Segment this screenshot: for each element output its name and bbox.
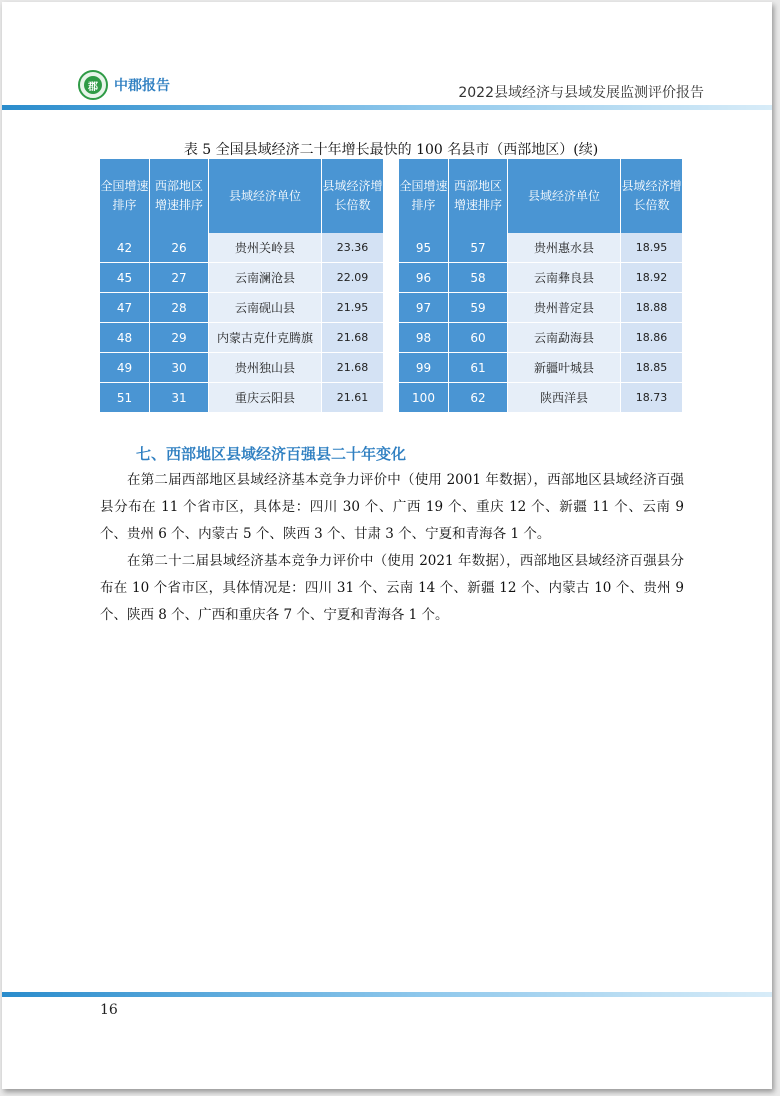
national-rank-cell: 51 bbox=[100, 383, 150, 413]
table-header-row bbox=[100, 159, 383, 233]
table-row bbox=[100, 263, 383, 293]
table-row bbox=[399, 263, 682, 293]
multiple-cell: 21.95 bbox=[322, 293, 384, 323]
multiple-cell: 21.61 bbox=[322, 383, 384, 413]
national-rank-cell: 97 bbox=[399, 293, 449, 323]
logo bbox=[78, 70, 170, 100]
table-row bbox=[100, 233, 383, 263]
national-rank-cell: 48 bbox=[100, 323, 150, 353]
multiple-cell: 18.73 bbox=[621, 383, 683, 413]
multiple-cell: 23.36 bbox=[322, 233, 384, 263]
regional-rank-cell: 62 bbox=[449, 383, 508, 413]
regional-rank-cell: 60 bbox=[449, 323, 508, 353]
table-left-body bbox=[100, 233, 383, 413]
table-row bbox=[399, 233, 682, 263]
footer-rule bbox=[2, 992, 772, 997]
regional-rank-cell: 29 bbox=[150, 323, 209, 353]
regional-rank-cell: 30 bbox=[150, 353, 209, 383]
header-rule bbox=[2, 105, 772, 110]
national-rank-cell: 42 bbox=[100, 233, 150, 263]
ranking-table bbox=[100, 159, 682, 413]
regional-rank-cell: 26 bbox=[150, 233, 209, 263]
national-rank-cell: 49 bbox=[100, 353, 150, 383]
table-row bbox=[399, 383, 682, 413]
multiple-cell: 21.68 bbox=[322, 353, 384, 383]
table-row bbox=[100, 323, 383, 353]
table-caption: 表 5 全国县域经济二十年增长最快的 100 名县市（西部地区）(续) bbox=[183, 142, 599, 158]
unit-cell: 贵州惠水县 bbox=[508, 233, 621, 263]
table-row bbox=[100, 353, 383, 383]
national-rank-cell: 96 bbox=[399, 263, 449, 293]
unit-cell: 陕西洋县 bbox=[508, 383, 621, 413]
table-header-row bbox=[399, 159, 682, 233]
header-regional-rank: 西部地区增速排序 bbox=[150, 159, 209, 233]
multiple-cell: 18.86 bbox=[621, 323, 683, 353]
logo-text: 中郡报告 bbox=[114, 78, 170, 94]
regional-rank-cell: 27 bbox=[150, 263, 209, 293]
section-heading: 七、西部地区县域经济百强县二十年变化 bbox=[136, 445, 407, 463]
multiple-cell: 18.92 bbox=[621, 263, 683, 293]
unit-cell: 云南砚山县 bbox=[209, 293, 322, 323]
header-unit: 县域经济单位 bbox=[209, 159, 322, 233]
regional-rank-cell: 57 bbox=[449, 233, 508, 263]
multiple-cell: 18.88 bbox=[621, 293, 683, 323]
header-unit: 县域经济单位 bbox=[508, 159, 621, 233]
national-rank-cell: 45 bbox=[100, 263, 150, 293]
national-rank-cell: 100 bbox=[399, 383, 449, 413]
table-row bbox=[399, 323, 682, 353]
header-multiple: 县域经济增长倍数 bbox=[322, 159, 384, 233]
national-rank-cell: 99 bbox=[399, 353, 449, 383]
multiple-cell: 21.68 bbox=[322, 323, 384, 353]
regional-rank-cell: 59 bbox=[449, 293, 508, 323]
national-rank-cell: 95 bbox=[399, 233, 449, 263]
header-regional-rank: 西部地区增速排序 bbox=[449, 159, 508, 233]
table-row bbox=[399, 293, 682, 323]
unit-cell: 云南彝良县 bbox=[508, 263, 621, 293]
multiple-cell: 22.09 bbox=[322, 263, 384, 293]
table-right-body bbox=[399, 233, 682, 413]
national-rank-cell: 47 bbox=[100, 293, 150, 323]
unit-cell: 贵州普定县 bbox=[508, 293, 621, 323]
document-page bbox=[2, 2, 772, 1089]
table-right bbox=[399, 159, 682, 413]
unit-cell: 云南勐海县 bbox=[508, 323, 621, 353]
multiple-cell: 18.85 bbox=[621, 353, 683, 383]
unit-cell: 重庆云阳县 bbox=[209, 383, 322, 413]
table-left bbox=[100, 159, 383, 413]
report-title: 2022县域经济与县域发展监测评价报告 bbox=[458, 85, 704, 101]
logo-mark-icon bbox=[78, 70, 108, 100]
regional-rank-cell: 31 bbox=[150, 383, 209, 413]
regional-rank-cell: 61 bbox=[449, 353, 508, 383]
unit-cell: 贵州关岭县 bbox=[209, 233, 322, 263]
header-national-rank: 全国增速排序 bbox=[399, 159, 449, 233]
header-multiple: 县域经济增长倍数 bbox=[621, 159, 683, 233]
table-row bbox=[100, 383, 383, 413]
regional-rank-cell: 58 bbox=[449, 263, 508, 293]
table-row bbox=[399, 353, 682, 383]
paragraph: 在第二十二届县域经济基本竞争力评价中（使用 2021 年数据），西部地区县域经济百强县分布在 10 个省市区，具体情况是：四川 31 个、云南 14 个、新疆 12 个、内蒙古 10 个、贵州 9 个、陕西 8 个、广西和重庆各 7 个、宁夏和青海各 1 个。 bbox=[100, 553, 684, 623]
logo-mark-glyph: 郡 bbox=[84, 76, 102, 94]
unit-cell: 新疆叶城县 bbox=[508, 353, 621, 383]
page-number: 16 bbox=[100, 1002, 118, 1018]
unit-cell: 云南澜沧县 bbox=[209, 263, 322, 293]
regional-rank-cell: 28 bbox=[150, 293, 209, 323]
unit-cell: 贵州独山县 bbox=[209, 353, 322, 383]
header-national-rank: 全国增速排序 bbox=[100, 159, 150, 233]
multiple-cell: 18.95 bbox=[621, 233, 683, 263]
national-rank-cell: 98 bbox=[399, 323, 449, 353]
unit-cell: 内蒙古克什克腾旗 bbox=[209, 323, 322, 353]
paragraph: 在第二届西部地区县域经济基本竞争力评价中（使用 2001 年数据），西部地区县域经济百强县分布在 11 个省市区，具体是：四川 30 个、广西 19 个、重庆 12 个、新疆 11 个、云南 9 个、贵州 6 个、内蒙古 5 个、陕西 3 个、甘肃 3 个、宁夏和青海各 1 个。 bbox=[100, 472, 684, 542]
table-row bbox=[100, 293, 383, 323]
